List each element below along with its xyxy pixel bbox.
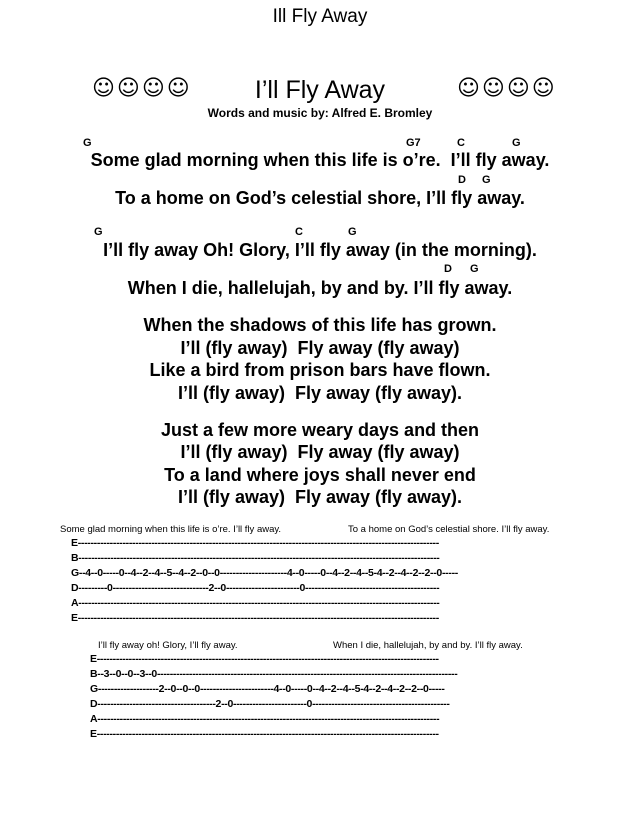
lyric-line: I’ll fly away Oh! Glory, I’ll fly away (in the morning). [103,240,537,260]
page-title: Ill Fly Away [272,6,368,27]
chord-label: G [83,137,92,149]
smiley-icons-right: ☺☺☺☺ [457,76,557,101]
lyric-line: Just a few more weary days and then [160,420,480,440]
tab-caption: I’ll fly away oh! Glory, I’ll fly away. [98,640,238,651]
chord-label: G [482,174,491,186]
chord-label: G [348,226,357,238]
tab-line-d: D-------------------------------------2--0-----------------------0------------------------------------------- [90,698,450,710]
tab-caption: When I die, hallelujah, by and by. I’ll fly away. [333,640,523,651]
tab-caption: To a home on God’s celestial shore. I’ll fly away. [348,524,550,535]
lyric-line: I’ll (fly away) Fly away (fly away) [180,338,460,358]
tab-line-g: G--4--0-----0--4--2--4--5--4--2--0--0---------------------4--0-----0--4--2--4--5-4--2--4--2--2--0----- [71,567,458,579]
lyric-line: I’ll (fly away) Fly away (fly away) [180,442,460,462]
smiley-icons-left: ☺☺☺☺ [92,76,192,101]
lyric-line: Some glad morning when this life is o’re. I’ll fly away. [90,150,550,170]
chord-label: C [457,137,465,149]
tab-line-e-low: E----------------------------------------------------------------------------------------------------------------- [71,612,439,624]
tab-line-a: A----------------------------------------------------------------------------------------------------------- [90,713,440,725]
lyric-line: Like a bird from prison bars have flown. [149,360,491,380]
lyric-line: When the shadows of this life has grown. [143,315,497,335]
lyric-line: I’ll (fly away) Fly away (fly away). [177,383,463,403]
chord-label: G [94,226,103,238]
tab-line-a: A----------------------------------------------------------------------------------------------------------------- [71,597,440,609]
chord-label: G [512,137,521,149]
lyric-line: To a home on God’s celestial shore, I’ll fly away. [115,188,525,208]
chord-label: C [295,226,303,238]
tab-line-e-high: E----------------------------------------------------------------------------------------------------------- [90,653,439,665]
chord-label: G [470,263,479,275]
chord-label: D [444,263,452,275]
tab-line-d: D---------0------------------------------2--0-----------------------0------------------------------------------ [71,582,440,594]
song-title: I’ll Fly Away [254,76,386,104]
tab-caption: Some glad morning when this life is o’re. I’ll fly away. [60,524,282,535]
chord-label: G7 [406,137,421,149]
song-credit: Words and music by: Alfred E. Bromley [207,106,433,120]
lyric-line: When I die, hallelujah, by and by. I’ll fly away. [127,278,513,298]
lyric-line: I’ll (fly away) Fly away (fly away). [177,487,463,507]
chord-label: D [458,174,466,186]
tab-line-e-high: E----------------------------------------------------------------------------------------------------------------- [71,537,439,549]
tab-line-b: B--3--0--0--3--0---------------------------------------------------------------------------------------------- [90,668,458,680]
tab-line-e-low: E----------------------------------------------------------------------------------------------------------- [90,728,439,740]
lyric-line: To a land where joys shall never end [164,465,476,485]
tab-line-b: B----------------------------------------------------------------------------------------------------------------- [71,552,440,564]
tab-line-g: G-------------------2--0--0--0-----------------------4--0-----0--4--2--4--5-4--2--4--2--2--0----- [90,683,445,695]
